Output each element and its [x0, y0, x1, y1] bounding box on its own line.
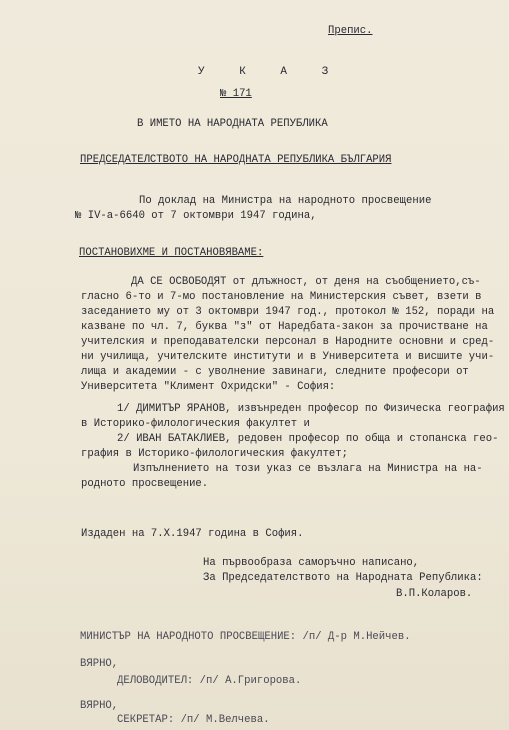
- body-line-6: ни училища, учителските институти и в Университета и висшите учи-: [81, 351, 495, 363]
- issued-line: Издаден на 7.Х.1947 година в София.: [81, 528, 304, 540]
- clerk-line: ДЕЛОВОДИТЕЛ: /п/ А.Григорова.: [117, 675, 302, 687]
- body-line-8: Университета "Климент Охридски" - София:: [81, 381, 336, 393]
- resolved-heading: ПОСТАНОВИХМЕ И ПОСТАНОВЯВАМЕ:: [79, 247, 264, 259]
- decree-number: № 171: [220, 88, 252, 100]
- signature-line-2: За Председателството на Народната Република:: [203, 572, 483, 584]
- intro-line-2: № IV-а-6640 от 7 октомври 1947 година,: [75, 210, 317, 222]
- execution-line-2: родното просвещение.: [81, 478, 209, 490]
- true-mark-1: ВЯРНО,: [80, 658, 119, 670]
- item-2-line-1: 2/ ИВАН БАТАКЛИЕВ, редовен професор по обща и стопанска гео-: [117, 433, 499, 445]
- secretary-line: СЕКРЕТАР: /п/ М.Велчева.: [117, 714, 270, 726]
- body-line-3: заседанието му от 3 октомври 1947 год., протокол № 152, поради на: [81, 306, 495, 318]
- true-mark-2: ВЯРНО,: [80, 700, 119, 712]
- item-1-line-1: 1/ ДИМИТЪР ЯРАНОВ, извънреден професор по Физическа география: [117, 403, 505, 415]
- heading-republic: В ИМЕТО НА НАРОДНАТА РЕПУБЛИКА: [137, 118, 328, 130]
- copy-mark: Препис.: [328, 25, 373, 37]
- item-2-line-2: графия в Историко-филологическия факултет;: [81, 448, 349, 460]
- heading-presidium: ПРЕДСЕДАТЕЛСТВОТО НА НАРОДНАТА РЕПУБЛИКА БЪЛГАРИЯ: [80, 154, 392, 166]
- minister-line: МИНИСТЪР НА НАРОДНОТО ПРОСВЕЩЕНИЕ: /п/ Д-р М.Нейчев.: [80, 631, 411, 643]
- execution-line-1: Изпълнението на този указ се възлага на Министра на на-: [133, 463, 483, 475]
- signature-name: В.П.Коларов.: [396, 588, 473, 600]
- body-line-7: лища и академии - с уволнение завинаги, следните професори от: [81, 366, 469, 378]
- intro-line-1: По доклад на Министра на народното просвещение: [139, 195, 432, 207]
- body-line-4: казване по чл. 7, буква "з" от Наредбата-закон за прочистване на: [81, 321, 488, 333]
- body-line-2: гласно 6-то и 7-мо постановление на Министерския съвет, взети в: [81, 291, 482, 303]
- body-line-5: учителския и преподавателски персонал в Народните основни и сред-: [81, 336, 495, 348]
- signature-line-1: На първообраза саморъчно написано,: [203, 557, 420, 569]
- item-1-line-2: в Историко-филологическия факултет и: [81, 418, 310, 430]
- decree-title: У К А З: [198, 66, 343, 78]
- body-line-1: ДА СЕ ОСВОБОДЯТ от длъжност, от деня на съобщението,съ-: [131, 276, 481, 288]
